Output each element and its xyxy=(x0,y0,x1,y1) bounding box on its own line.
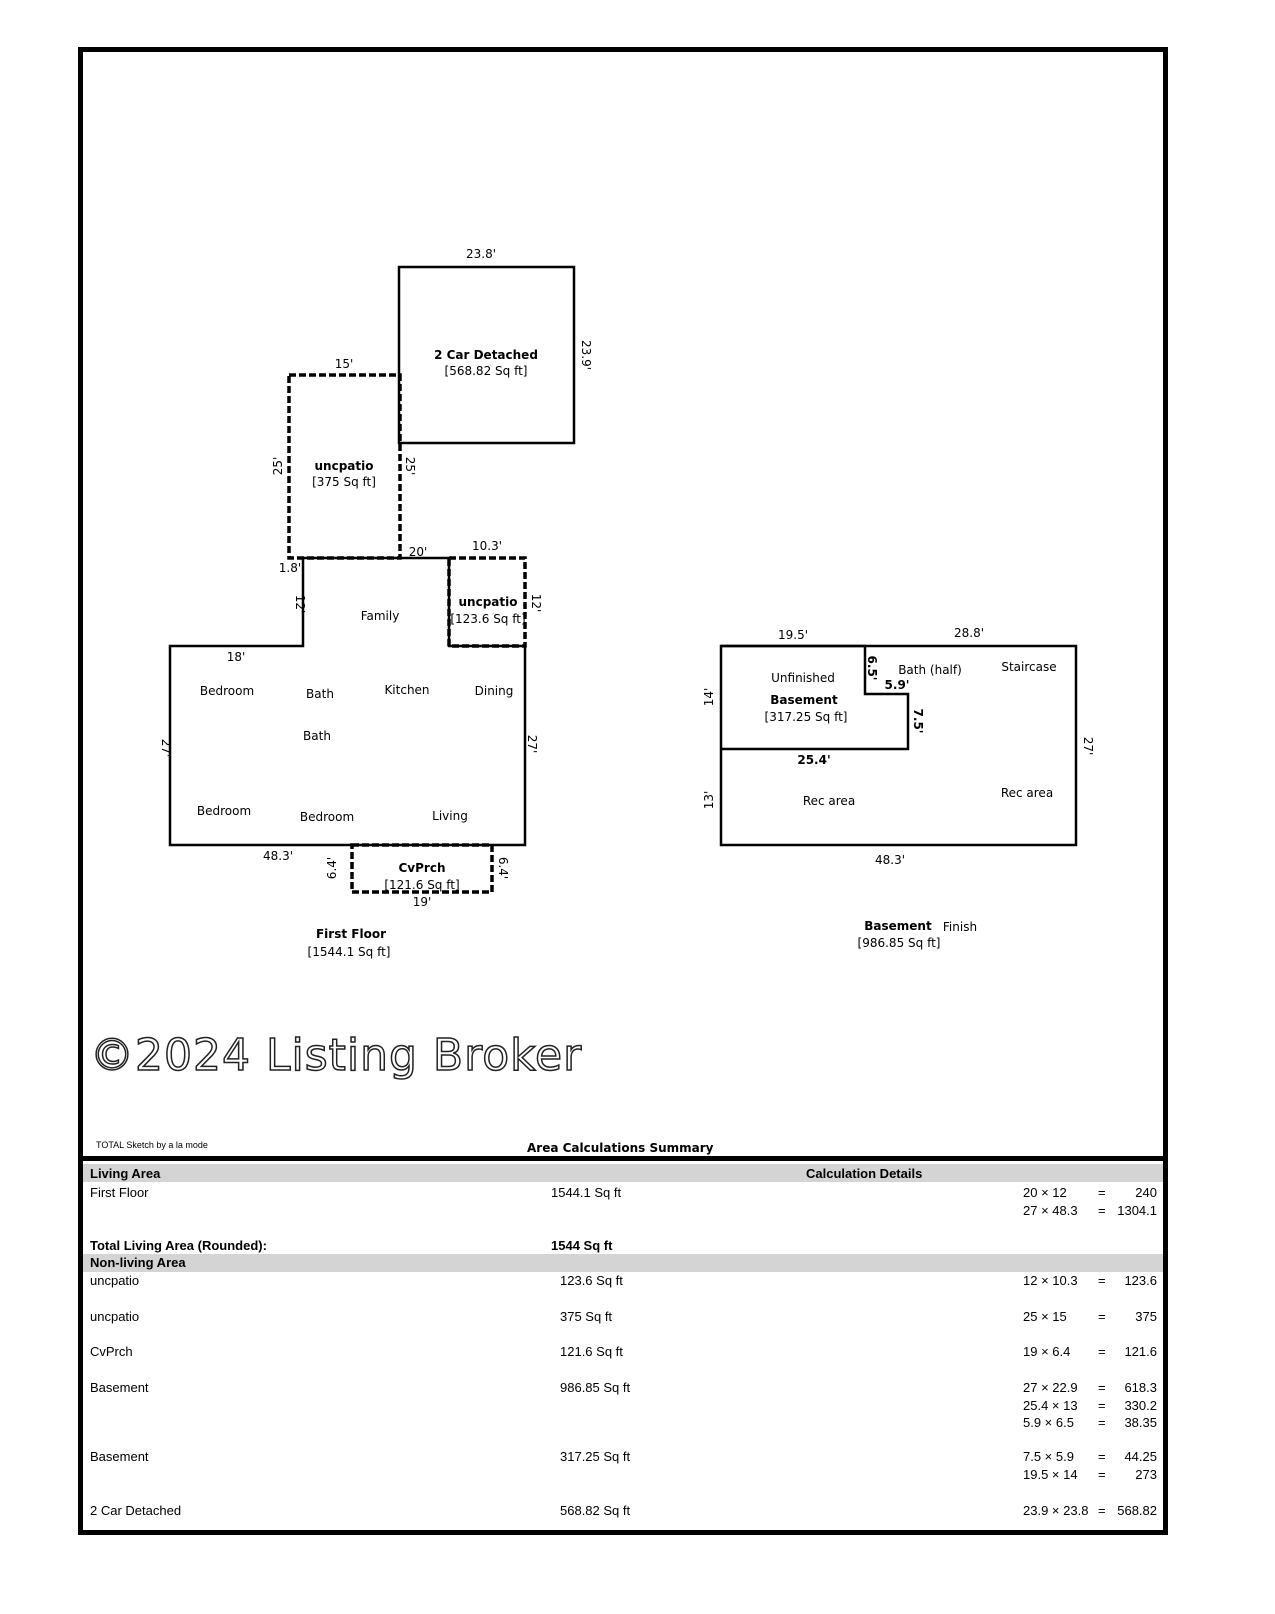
calc-formula: 7.5 × 5.9 xyxy=(1023,1449,1074,1464)
garage-area: [568.82 Sq ft] xyxy=(444,364,528,378)
calc-equals: = xyxy=(1098,1309,1106,1324)
room-label: Bath (half) xyxy=(898,663,962,677)
patio-label: uncpatio xyxy=(314,459,374,473)
calc-formula: 27 × 22.9 xyxy=(1023,1380,1078,1395)
calc-formula: 25 × 15 xyxy=(1023,1309,1067,1324)
calc-result: 123.6 xyxy=(1124,1273,1157,1288)
dim: 48.3' xyxy=(874,853,906,867)
area-row-value: 986.85 Sq ft xyxy=(560,1380,631,1395)
calc-equals: = xyxy=(1098,1344,1106,1359)
dim: 1.8' xyxy=(278,561,302,575)
area-row-value: 121.6 Sq ft xyxy=(560,1344,623,1359)
total-living-value: 1544 Sq ft xyxy=(551,1238,613,1253)
calc-equals: = xyxy=(1098,1202,1106,1218)
dim: 27' xyxy=(159,738,173,758)
dim: 25' xyxy=(271,456,285,476)
dim: 27' xyxy=(1081,736,1095,756)
first-floor-title: First Floor xyxy=(315,927,387,941)
calc-result: 618.3 xyxy=(1124,1380,1157,1395)
calc-result: 121.6 xyxy=(1124,1344,1157,1359)
dim: 12' xyxy=(293,594,307,614)
room-label: Living xyxy=(432,809,468,823)
calc-result: 44.25 xyxy=(1124,1449,1157,1464)
unfinished-label: Basement xyxy=(770,693,838,707)
room-label: Dining xyxy=(474,684,514,698)
dim: 6.4' xyxy=(325,856,339,880)
dim: 14' xyxy=(702,687,716,707)
dim: 27' xyxy=(525,734,539,754)
room-label: Bedroom xyxy=(299,810,355,824)
calc-result: 273 xyxy=(1135,1466,1157,1482)
dim: 12' xyxy=(529,593,543,613)
watermark: ©2024 Listing Broker xyxy=(90,1030,583,1081)
basement-area: [986.85 Sq ft] xyxy=(857,936,941,950)
living-area-header: Living Area xyxy=(90,1166,161,1181)
dim: 20' xyxy=(408,545,428,559)
dim: 19.5' xyxy=(777,628,809,642)
calc-formula: 5.9 × 6.5 xyxy=(1023,1415,1074,1430)
dim: 15' xyxy=(334,357,354,371)
calc-formula: 12 × 10.3 xyxy=(1023,1273,1078,1288)
dim: 19' xyxy=(412,895,432,909)
area-row-name: Basement xyxy=(90,1380,149,1395)
area-row-name: uncpatio xyxy=(90,1273,140,1288)
nonliving-header-band xyxy=(83,1254,1163,1272)
room-label: Bedroom xyxy=(196,804,252,818)
calc-formula: 20 × 12 xyxy=(1023,1185,1067,1200)
dim: 48.3' xyxy=(262,849,294,863)
calc-equals: = xyxy=(1098,1185,1106,1200)
calc-formula: 19.5 × 14 xyxy=(1023,1466,1078,1482)
calculation-details-header: Calculation Details xyxy=(806,1166,923,1181)
room-label: Bath xyxy=(306,687,334,701)
summary-title: Area Calculations Summary xyxy=(527,1141,714,1155)
first-floor-area: [1544.1 Sq ft] xyxy=(307,945,391,959)
dim: 23.8' xyxy=(465,247,497,261)
calc-equals: = xyxy=(1098,1397,1106,1413)
room-label: Kitchen xyxy=(384,683,430,697)
basement-title: Basement xyxy=(864,919,932,933)
calc-formula: 25.4 × 13 xyxy=(1023,1397,1078,1413)
calc-result: 568.82 xyxy=(1117,1503,1157,1518)
sketch-credit: TOTAL Sketch by a la mode xyxy=(96,1140,208,1150)
dim: 13' xyxy=(702,790,716,810)
porch-area: [121.6 Sq ft] xyxy=(384,878,460,892)
area-row-name: 2 Car Detached xyxy=(90,1503,182,1518)
area-row-name: uncpatio xyxy=(90,1309,140,1324)
room-label: Family xyxy=(360,609,400,623)
living-area-header-band xyxy=(83,1164,1163,1182)
calc-equals: = xyxy=(1098,1466,1106,1482)
area-row-name: First Floor xyxy=(90,1185,149,1200)
dim: 28.8' xyxy=(953,626,985,640)
area-row-value: 317.25 Sq ft xyxy=(560,1449,631,1464)
total-living-label: Total Living Area (Rounded): xyxy=(90,1238,267,1253)
area-row-value: 123.6 Sq ft xyxy=(560,1273,623,1288)
area-row-name: Basement xyxy=(90,1449,149,1464)
dim: 18' xyxy=(226,650,246,664)
dim: 6.5' xyxy=(865,655,879,681)
calc-formula: 19 × 6.4 xyxy=(1023,1344,1071,1359)
calc-equals: = xyxy=(1098,1503,1106,1518)
patio-label: uncpatio xyxy=(458,595,518,609)
area-row-value: 1544.1 Sq ft xyxy=(551,1185,622,1200)
calc-equals: = xyxy=(1098,1415,1106,1430)
calc-formula: 27 × 48.3 xyxy=(1023,1202,1078,1218)
area-row-value: 568.82 Sq ft xyxy=(560,1503,631,1518)
calc-result: 1304.1 xyxy=(1117,1202,1157,1218)
room-label: Staircase xyxy=(1001,660,1057,674)
room-label: Bedroom xyxy=(199,684,255,698)
patio-area: [375 Sq ft] xyxy=(312,475,376,489)
basement-title-finish: Finish xyxy=(942,920,978,934)
calc-equals: = xyxy=(1098,1449,1106,1464)
nonliving-area-header: Non-living Area xyxy=(90,1255,186,1270)
area-row-name: CvPrch xyxy=(90,1344,133,1359)
calc-result: 240 xyxy=(1135,1185,1157,1200)
room-label: Rec area xyxy=(802,794,856,808)
calc-result: 38.35 xyxy=(1124,1415,1157,1430)
dim: 10.3' xyxy=(471,539,503,553)
calc-equals: = xyxy=(1098,1273,1106,1288)
room-label: Bath xyxy=(303,729,331,743)
porch-label: CvPrch xyxy=(398,861,446,875)
calc-equals: = xyxy=(1098,1380,1106,1395)
dim: 25' xyxy=(403,456,417,476)
calc-formula: 23.9 × 23.8 xyxy=(1023,1503,1089,1518)
unfinished-area: [317.25 Sq ft] xyxy=(764,710,848,724)
dim: 25.4' xyxy=(797,753,831,767)
dim: 7.5' xyxy=(911,708,925,734)
area-row-value: 375 Sq ft xyxy=(560,1309,613,1324)
calc-result: 375 xyxy=(1135,1309,1157,1324)
dim: 5.9' xyxy=(884,678,910,692)
calc-result: 330.2 xyxy=(1124,1397,1157,1413)
patio-area: [123.6 Sq ft] xyxy=(450,612,526,626)
dim: 23.9' xyxy=(579,339,593,371)
unfinished-label: Unfinished xyxy=(771,671,835,685)
room-label: Rec area xyxy=(1000,786,1054,800)
garage-label: 2 Car Detached xyxy=(434,348,538,362)
dim: 6.4' xyxy=(496,856,510,880)
